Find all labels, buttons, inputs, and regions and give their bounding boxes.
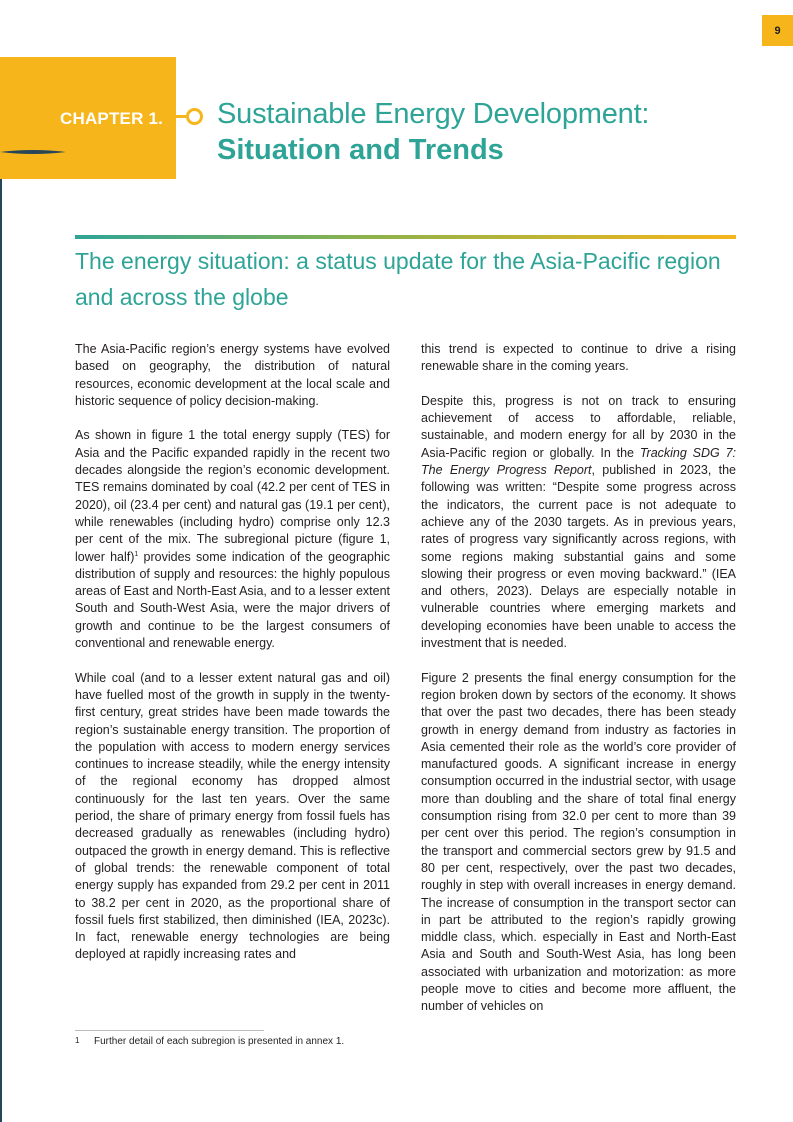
section-heading: The energy situation: a status update for the Asia-Pacific region and across the globe [75, 248, 721, 310]
body-column-left [75, 341, 390, 981]
paragraph [75, 427, 390, 652]
footnote-number: 1 [75, 1036, 80, 1045]
chapter-label: CHAPTER 1. [60, 109, 164, 128]
footnote-text: Further detail of each subregion is presented in annex 1. [94, 1036, 345, 1047]
paragraph [421, 393, 736, 652]
footnote [75, 1036, 395, 1047]
chapter-title-line2: Situation and Trends [217, 134, 504, 166]
paragraph: Figure 2 presents the final energy consumption for the region broken down by sectors of the economy. It shows that over the past two decades, there has been steady growth in energy demand from industry as factories in Asia cemented their role as the world’s core provider of manufactured goods. A significant increase in energy consumption occurred in the industrial sector, with usage more than doubling and the share of total final energy consumption rising from 32.0 per cent to more than 39 per cent over this period. The region’s consumption in the transport and commercial sectors grew by 91.5 and 80 per cent, respectively, over the past two decades, roughly in step with overall increases in energy demand. The increase of consumption in the transport sector can in part be attributed to the region’s rapidly growing middle class, which. especially in East and North-East Asia and South and South-West Asia, has long been associated with urbanization and motorization: as more people move to cities and become more affluent, the number of vehicles on [421, 670, 736, 1014]
footnote-reference: 1 [134, 550, 139, 558]
page-number: 9 [762, 15, 793, 46]
paragraph: this trend is expected to continue to drive a rising renewable share in the coming years. [421, 342, 736, 374]
report-title: Tracking SDG 7: The Energy Progress Report [421, 445, 736, 478]
swoosh-decoration [0, 148, 66, 156]
left-margin-rule [0, 176, 2, 1122]
paragraph: The Asia-Pacific region’s energy systems have evolved based on geography, the distribution of natural resources, economic development at the local scale and historic sequence of policy decision-making. [75, 342, 390, 408]
paragraph-text: As shown in figure 1 the total energy supply (TES) for Asia and the Pacific expanded rapidly in the recent two decades alongside the region’s economic development. TES remains dominated by coal (42.2 per cent of TES in 2020), oil (23.4 per cent) and natural gas (19.1 per cent), while renewables (including hydro) comprise only 12.3 per cent of the mix. The subregional picture (figure 1, lower half) [75, 428, 390, 564]
footnote-rule [75, 1030, 264, 1031]
body-column-right [421, 341, 736, 1033]
paragraph-text: provides some indication of the geographic distribution of supply and resources: the highly populous areas of East and North-East Asia, and to a lesser extent South and South-West Asia, were the major drivers of growth and continue to be the largest consumers of conventional and renewable energy. [75, 549, 390, 651]
chapter-title-line1: Sustainable Energy Development: [217, 98, 650, 130]
paragraph-text: Despite this, progress is not on track to ensuring achievement of access to affordable, reliable, sustainable, and modern energy for all by 2030 in the Asia-Pacific region or globally. In the [421, 393, 736, 460]
paragraph-text: , published in 2023, the following was written: “Despite some progress across the indicators, the current pace is not adequate to achieve any of the 2030 targets. As in previous years, rates of progress vary significantly across regions, with some regions making substantial gains and some slowing their progress or even moving backward.” (IEA and others, 2023). Delays are especially notable in vulnerable countries where emerging markets and developing economies have been unable to access the investment that is needed. [421, 463, 736, 651]
chapter-connector [176, 115, 186, 118]
chapter-dot-icon [186, 108, 203, 125]
section-rule [75, 235, 736, 239]
paragraph: While coal (and to a lesser extent natural gas and oil) have fuelled most of the growth in supply in the twenty-first century, great strides have been made towards the region’s sustainable energy transition. The proportion of the population with access to modern energy services continues to increase steadily, while the energy intensity of the regional economy has dropped almost continuously for the last ten years. Over the same period, the share of primary energy from fossil fuels has decreased gradually as renewables (including hydro) outpaced the growth in energy demand. This is reflective of global trends: the renewable component of total energy supply has expanded from 29.2 per cent in 2011 to 38.2 per cent in 2020, as the proportional share of fossil fuels first stabilized, then diminished (IEA, 2023c). In fact, renewable energy technologies are being deployed at rapidly increasing rates and [75, 670, 390, 962]
